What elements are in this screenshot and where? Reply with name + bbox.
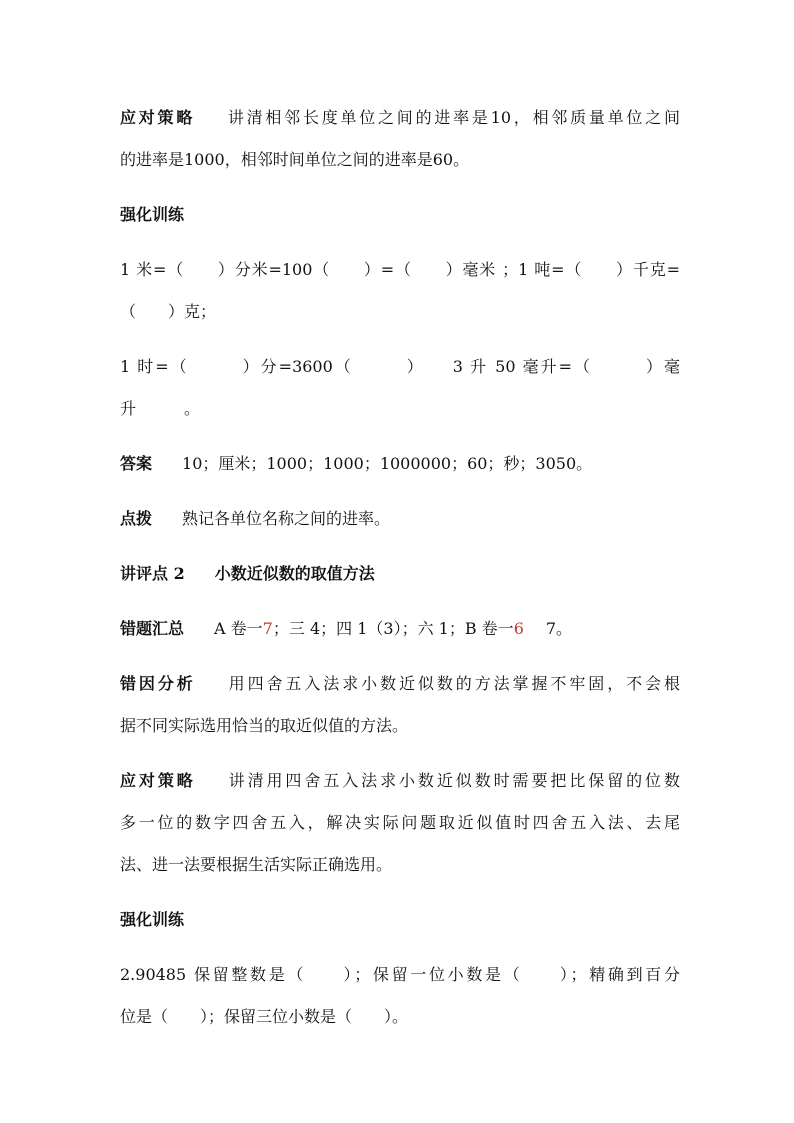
training-question-2-line-1: 1 时=（ ）分=3600（ ） 3 升 50 毫升=（ ）毫 — [120, 357, 680, 376]
error-analysis-label: 错因分析 — [120, 674, 196, 693]
error-summary-label: 错题汇总 — [120, 619, 185, 638]
error-analysis-line-2: 据不同实际选用恰当的取近似值的方法。 — [120, 716, 409, 735]
training-question-2-line-2: 升 。 — [120, 399, 201, 418]
training-question-1-line-2: （ ）克； — [120, 302, 217, 321]
answer-text: 10；厘米；1000；1000；1000000；60；秒；3050。 — [182, 454, 593, 473]
training-label-1: 强化训练 — [120, 205, 185, 224]
training-question-3-line-2: 位是（ ）；保留三位小数是（ ）。 — [120, 1007, 409, 1026]
strategy-paragraph-2-line-3: 法、进一法要根据生活实际正确选用。 — [120, 855, 393, 874]
error-summary-middle: ；三 4；四 1（3）；六 1；B 卷一 — [272, 619, 514, 638]
error-summary-suffix: 7。 — [545, 619, 573, 638]
answer-label: 答案 — [120, 454, 153, 473]
strategy-paragraph-1-line-2: 的进率是1000，相邻时间单位之间的进率是60。 — [120, 150, 470, 169]
strategy-paragraph-2-line-2: 多一位的数字四舍五入，解决实际问题取近似值时四舍五入法、去尾 — [120, 813, 680, 832]
tip-label: 点拨 — [120, 509, 153, 528]
section-2-title: 小数近似数的取值方法 — [214, 564, 375, 583]
error-summary-red-1: 7 — [262, 619, 273, 638]
strategy-paragraph-2-line-1 — [120, 771, 680, 791]
strategy-2-text-1: 讲清用四舍五入法求小数近似数时需要把比保留的位数 — [225, 771, 680, 790]
training-question-1-line-1: 1 米=（ ）分米=100（ ）=（ ）毫米 ；1 吨=（ ）千克= — [120, 260, 680, 279]
strategy-label-2: 应对策略 — [120, 771, 196, 790]
strategy-text-1: 讲清相邻长度单位之间的进率是10，相邻质量单位之间 — [225, 108, 680, 127]
section-2-heading — [120, 564, 680, 584]
answer-line — [120, 454, 680, 474]
strategy-paragraph-1-line-1 — [120, 108, 680, 128]
error-summary-red-2: 6 — [513, 619, 524, 638]
training-question-3-line-1: 2.90485 保留整数是（ ）；保留一位小数是（ ）；精确到百分 — [120, 965, 680, 984]
training-label-2: 强化训练 — [120, 910, 185, 929]
strategy-label: 应对策略 — [120, 108, 196, 127]
tip-line — [120, 509, 680, 529]
error-summary-line — [120, 619, 680, 639]
tip-text: 熟记各单位名称之间的进率。 — [182, 509, 391, 528]
error-summary-prefix: A 卷一 — [214, 619, 263, 638]
error-analysis-text-1: 用四舍五入法求小数近似数的方法掌握不牢固，不会根 — [225, 674, 680, 693]
section-2-label: 讲评点 2 — [120, 564, 185, 583]
error-analysis-line-1 — [120, 674, 680, 694]
